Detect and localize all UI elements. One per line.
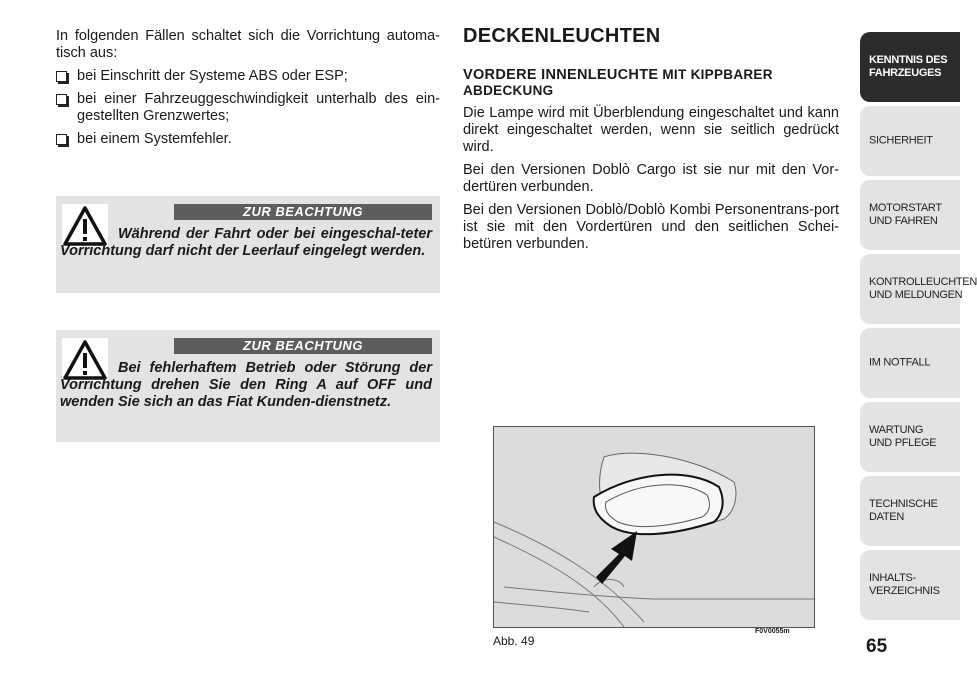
warning-box	[56, 330, 440, 442]
warning-text: Während der Fahrt oder bei eingeschal-teter Vorrichtung darf nicht der Leerlauf eingelegt werden.	[60, 226, 432, 259]
figure-caption: Abb. 49	[493, 634, 535, 648]
figure-code: F0V0055m	[755, 628, 790, 635]
tab-kontrolleuchten-und-meldungen[interactable]: KONTROLLEUCHTEN UND MELDUNGEN	[860, 254, 960, 324]
checkbox-bullet-icon	[56, 94, 67, 105]
subsection-heading: VORDERE INNENLEUCHTE MIT KIPPBARER ABDECKUNG	[463, 67, 773, 98]
list-item: bei einem Systemfehler.	[56, 131, 440, 148]
left-column	[56, 28, 440, 154]
tab-inhaltsverzeichnis[interactable]: INHALTS- VERZEICHNIS	[860, 550, 960, 620]
tab-im-notfall[interactable]: IM NOTFALL	[860, 328, 960, 398]
chapter-tabs	[860, 32, 977, 624]
section-heading: DECKENLEUCHTEN	[463, 25, 661, 47]
checkbox-bullet-icon	[56, 71, 67, 82]
ceiling-light-illustration	[493, 426, 815, 628]
tab-technische-daten[interactable]: TECHNISCHE DATEN	[860, 476, 960, 546]
ceiling-light-drawing	[494, 427, 814, 627]
checkbox-bullet-icon	[56, 134, 67, 145]
paragraph: Bei den Versionen Doblò Cargo ist sie nur mit den Vor-dertüren verbunden.	[463, 162, 839, 195]
tab-wartung-und-pflege[interactable]: WARTUNG UND PFLEGE	[860, 402, 960, 472]
warning-box	[56, 196, 440, 293]
tab-kenntnis-des-fahrzeuges[interactable]: KENNTNIS DES FAHRZEUGES	[860, 32, 960, 102]
paragraph: Bei den Versionen Doblò/Doblò Kombi Personentrans-port ist sie mit den Vordertüren und den seitlichen Schei-betüren verbunden.	[463, 202, 839, 252]
tab-motorstart-und-fahren[interactable]: MOTORSTART UND FAHREN	[860, 180, 960, 250]
tab-sicherheit[interactable]: SICHERHEIT	[860, 106, 960, 176]
page-number: 65	[866, 636, 888, 657]
intro-text: In folgenden Fällen schaltet sich die Vorrichtung automa-tisch aus:	[56, 28, 440, 61]
right-column	[463, 25, 839, 259]
warning-title: ZUR BEACHTUNG	[174, 338, 432, 354]
list-item: bei einer Fahrzeuggeschwindigkeit unterhalb des ein-gestellten Grenzwertes;	[56, 91, 440, 125]
paragraph: Die Lampe wird mit Überblendung eingeschaltet und kann direkt eingeschaltet werden, wenn sie seitlich gedrückt wird.	[463, 105, 839, 155]
warning-text: Bei fehlerhaftem Betrieb oder Störung der Vorrichtung drehen Sie den Ring A auf OFF und wenden Sie sich an das Fiat Kunden-dienstnetz.	[60, 360, 432, 410]
warning-title: ZUR BEACHTUNG	[174, 204, 432, 220]
list-item: bei Einschritt der Systeme ABS oder ESP;	[56, 68, 440, 85]
